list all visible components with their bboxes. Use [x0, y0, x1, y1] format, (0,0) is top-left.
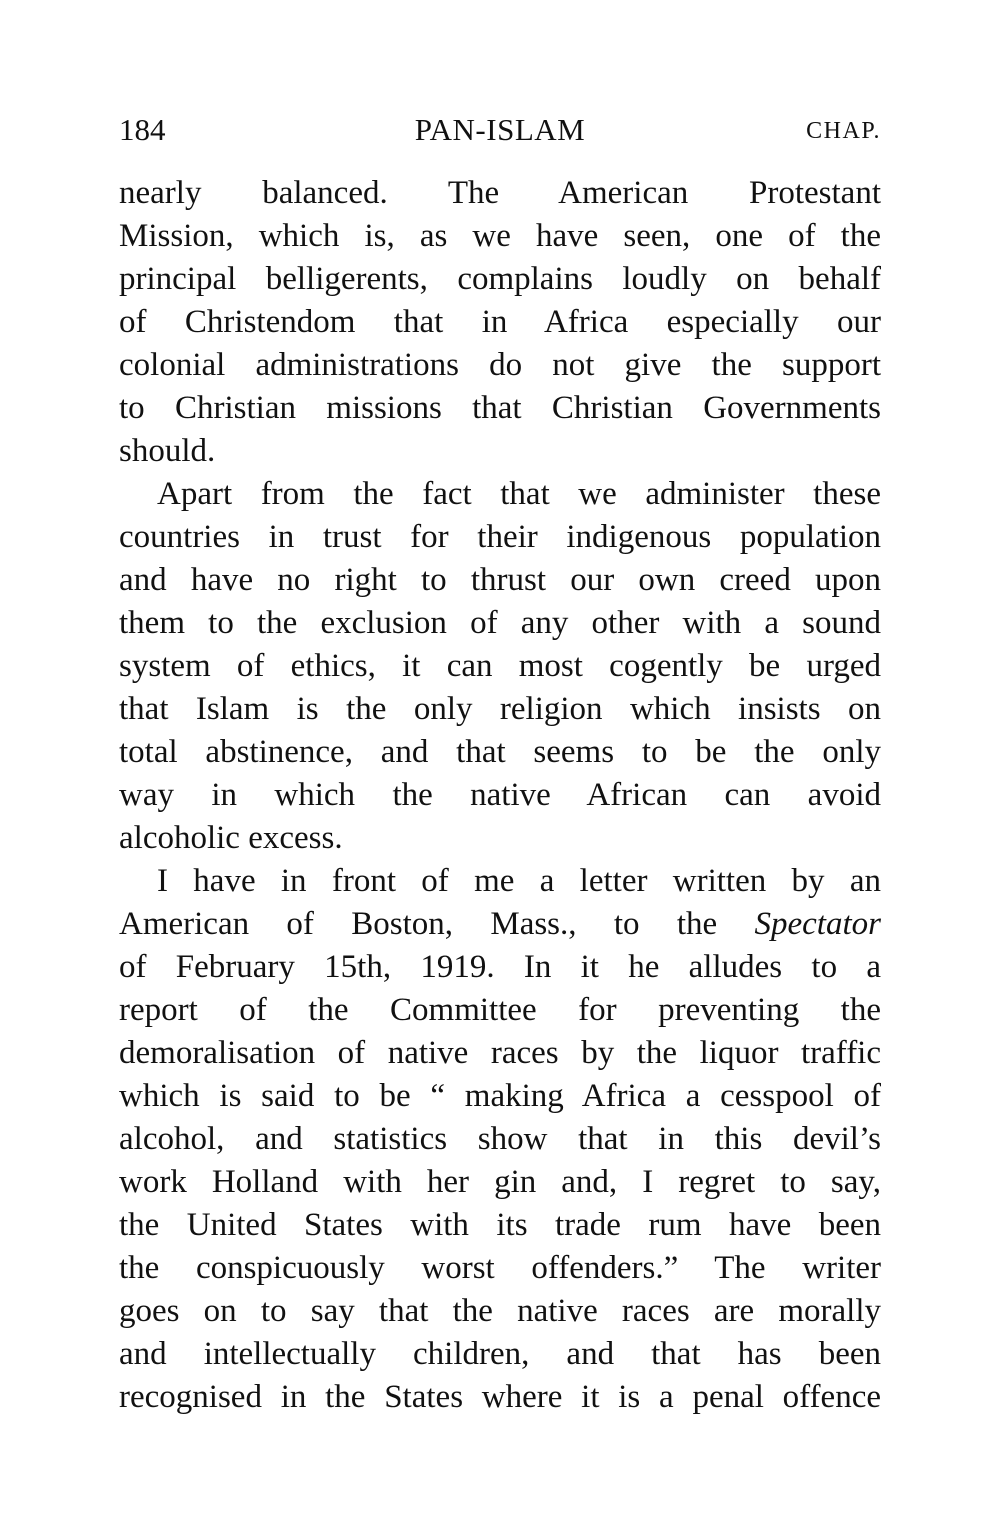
text-line: and have no right to thrust our own creed upon — [119, 562, 881, 598]
text-line: the United States with its trade rum have been — [119, 1207, 881, 1243]
text-line-with-italic — [119, 903, 881, 946]
text-line: I have in front of me a letter written by an — [157, 863, 881, 899]
text-line: principal belligerents, complains loudly on behalf — [119, 261, 881, 297]
running-title: PAN-ISLAM — [414, 112, 586, 147]
text-line: to Christian missions that Christian Governments — [119, 390, 881, 426]
text-line: colonial administrations do not give the support — [119, 347, 881, 383]
text-line: work Holland with her gin and, I regret to say, — [119, 1164, 881, 1200]
italic-title: Spectator — [754, 906, 881, 942]
text-line: nearly balanced. The American Protestant — [119, 175, 881, 211]
text-segment: American of Boston, Mass., to the — [119, 906, 755, 942]
text-line: countries in trust for their indigenous population — [119, 519, 881, 555]
text-line: Mission, which is, as we have seen, one of the — [119, 218, 881, 254]
text-line: alcohol, and statistics show that in this devil’s — [119, 1121, 881, 1157]
text-line: and intellectually children, and that has been — [119, 1336, 881, 1372]
text-line: of Christendom that in Africa especially our — [119, 304, 881, 340]
text-line: of February 15th, 1919. In it he alludes to a — [119, 949, 881, 985]
page-number: 184 — [119, 112, 166, 147]
text-line: system of ethics, it can most cogently be urged — [119, 648, 881, 684]
text-line: that Islam is the only religion which insists on — [119, 691, 881, 727]
text-line: alcoholic excess. — [119, 820, 343, 856]
text-line: should. — [119, 433, 216, 469]
text-line: way in which the native African can avoid — [119, 777, 881, 813]
paragraph — [119, 172, 881, 473]
text-line: goes on to say that the native races are morally — [119, 1293, 881, 1329]
body-text — [119, 172, 881, 1419]
text-line: which is said to be “ making Africa a cesspool of — [119, 1078, 881, 1114]
text-line: Apart from the fact that we administer these — [157, 476, 881, 512]
running-head — [119, 108, 881, 152]
text-line: total abstinence, and that seems to be the only — [119, 734, 881, 770]
paragraph — [119, 473, 881, 860]
text-line: report of the Committee for preventing the — [119, 992, 881, 1028]
text-line: them to the exclusion of any other with a sound — [119, 605, 881, 641]
paragraph — [119, 860, 881, 1419]
text-line: recognised in the States where it is a penal offence — [119, 1379, 881, 1415]
chapter-label: CHAP. — [806, 118, 881, 144]
text-line: demoralisation of native races by the liquor traffic — [119, 1035, 881, 1071]
text-line: the conspicuously worst offenders.” The writer — [119, 1250, 881, 1286]
